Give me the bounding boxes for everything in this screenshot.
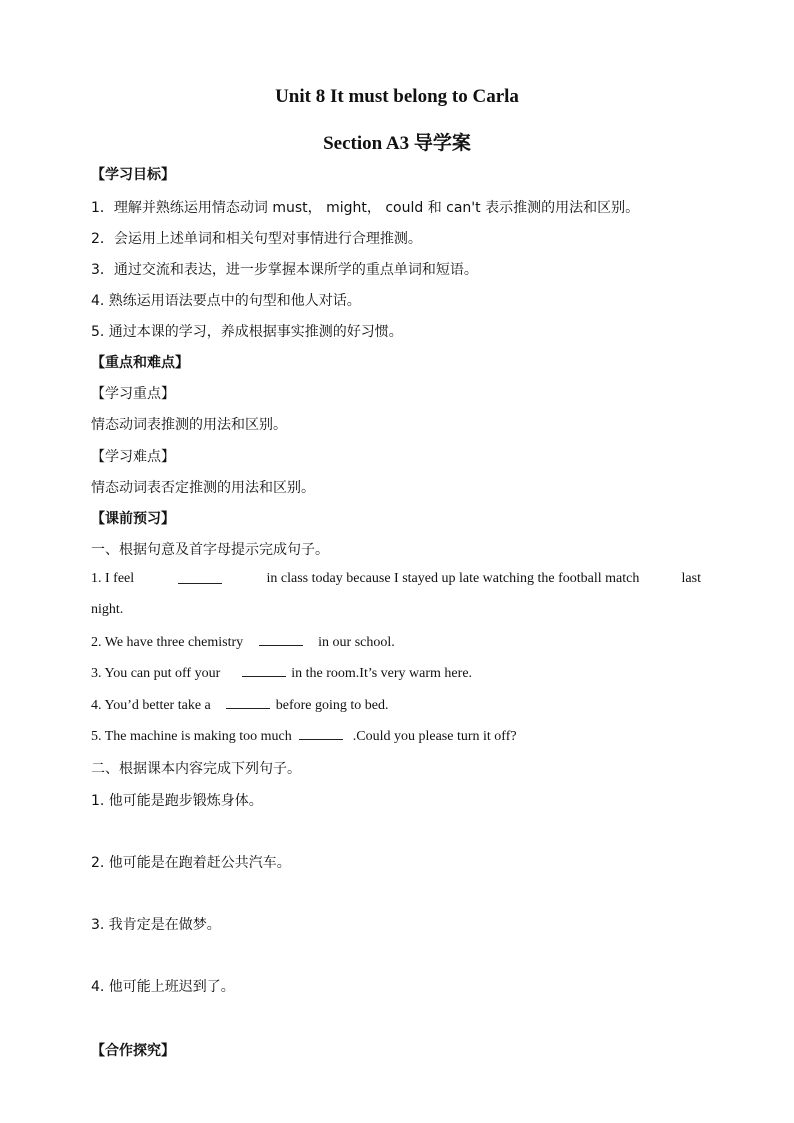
objectives-header: 【学习目标】 <box>91 167 175 183</box>
q2-text-b: in our school. <box>318 635 395 650</box>
translation-item-4: 4. 他可能上班迟到了。 <box>91 979 235 995</box>
cooperation-header: 【合作探究】 <box>91 1043 175 1059</box>
difficulty-header: 【学习难点】 <box>91 449 175 465</box>
objective-item-5: 5. 通过本课的学习，养成根据事实推测的好习惯。 <box>91 324 403 340</box>
q5-text-b: .Could you please turn it off? <box>352 729 517 744</box>
q4-text-b: before going to bed. <box>275 698 389 713</box>
objective-item-1: 1．理解并熟练运用情态动词 must， might， could 和 can't 表示推测的用法和区别。 <box>91 200 640 216</box>
q1-text-a: 1. I feel <box>91 571 135 586</box>
q5-text-a: 5. The machine is making too much <box>91 729 292 744</box>
q2-text-a: 2. We have three chemistry <box>91 635 244 650</box>
key-points-header: 【重点和难点】 <box>91 355 189 371</box>
focus-header: 【学习重点】 <box>91 386 175 402</box>
q4-text-a: 4. You’d better take a <box>91 698 211 713</box>
question-3 <box>91 664 472 682</box>
part2-title: 二、根据课本内容完成下列句子。 <box>91 761 301 777</box>
q1-text-b: in class today because I stayed up late watching the football match <box>266 571 640 586</box>
preview-header: 【课前预习】 <box>91 511 175 527</box>
part1-title: 一、根据句意及首字母提示完成句子。 <box>91 542 329 558</box>
q1-text-c: last <box>681 571 701 586</box>
objective-item-2: 2．会运用上述单词和相关句型对事情进行合理推测。 <box>91 231 422 247</box>
question-1-line2: night. <box>91 602 124 617</box>
question-1-line1 <box>91 571 701 587</box>
answer-blank[interactable] <box>226 696 270 709</box>
question-5 <box>91 727 517 745</box>
translation-item-1: 1. 他可能是跑步锻炼身体。 <box>91 793 263 809</box>
question-4 <box>91 696 389 714</box>
q3-text-a: 3. You can put off your <box>91 666 221 681</box>
doc-title: Unit 8 It must belong to Carla <box>275 86 519 107</box>
q3-text-b: in the room.It’s very warm here. <box>291 666 473 681</box>
answer-blank[interactable] <box>242 664 286 677</box>
objective-item-3: 3．通过交流和表达，进一步掌握本课所学的重点单词和短语。 <box>91 262 478 278</box>
translation-item-2: 2. 他可能是在跑着赶公共汽车。 <box>91 855 291 871</box>
doc-subtitle: Section A3 导学案 <box>323 133 471 154</box>
difficulty-text: 情态动词表否定推测的用法和区别。 <box>91 480 315 496</box>
answer-blank[interactable] <box>299 727 343 740</box>
answer-blank[interactable] <box>178 571 222 584</box>
answer-blank[interactable] <box>259 633 303 646</box>
translation-item-3: 3. 我肯定是在做梦。 <box>91 917 221 933</box>
question-2 <box>91 633 395 651</box>
objective-item-4: 4. 熟练运用语法要点中的句型和他人对话。 <box>91 293 361 309</box>
focus-text: 情态动词表推测的用法和区别。 <box>91 417 287 433</box>
